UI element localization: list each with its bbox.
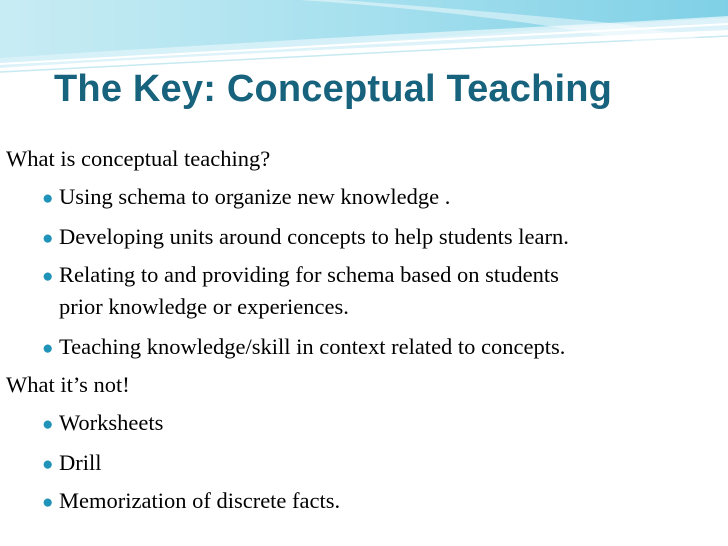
bullet-text-continuation: prior knowledge or experiences.: [59, 294, 349, 319]
bullet-text: Relating to and providing for schema based on students: [59, 262, 559, 287]
section-heading: What is conceptual teaching?: [6, 146, 271, 171]
slide-title: The Key: Conceptual Teaching: [54, 68, 613, 110]
bullet-item: [42, 410, 163, 436]
bullet-text: Drill: [59, 450, 102, 475]
bullet-item: [42, 488, 340, 514]
bullet-icon: ●: [42, 338, 54, 359]
bullet-icon: ●: [42, 492, 54, 513]
bullet-item: [42, 334, 565, 360]
bullet-text: Worksheets: [59, 410, 164, 435]
bullet-text: Teaching knowledge/skill in context related to concepts.: [59, 334, 566, 359]
bullet-icon: ●: [42, 454, 54, 475]
bullet-item: [42, 450, 102, 476]
bullet-icon: ●: [42, 228, 54, 249]
bullet-icon: ●: [42, 414, 54, 435]
bullet-item: [42, 262, 559, 288]
bullet-text: Using schema to organize new knowledge .: [59, 184, 451, 209]
bullet-item: [42, 224, 569, 250]
bullet-item: [42, 184, 450, 210]
bullet-text: Developing units around concepts to help students learn.: [59, 224, 569, 249]
bullet-icon: ●: [42, 266, 54, 287]
bullet-icon: ●: [42, 188, 54, 209]
bullet-text: Memorization of discrete facts.: [59, 488, 341, 513]
section-heading: What it’s not!: [6, 372, 130, 397]
